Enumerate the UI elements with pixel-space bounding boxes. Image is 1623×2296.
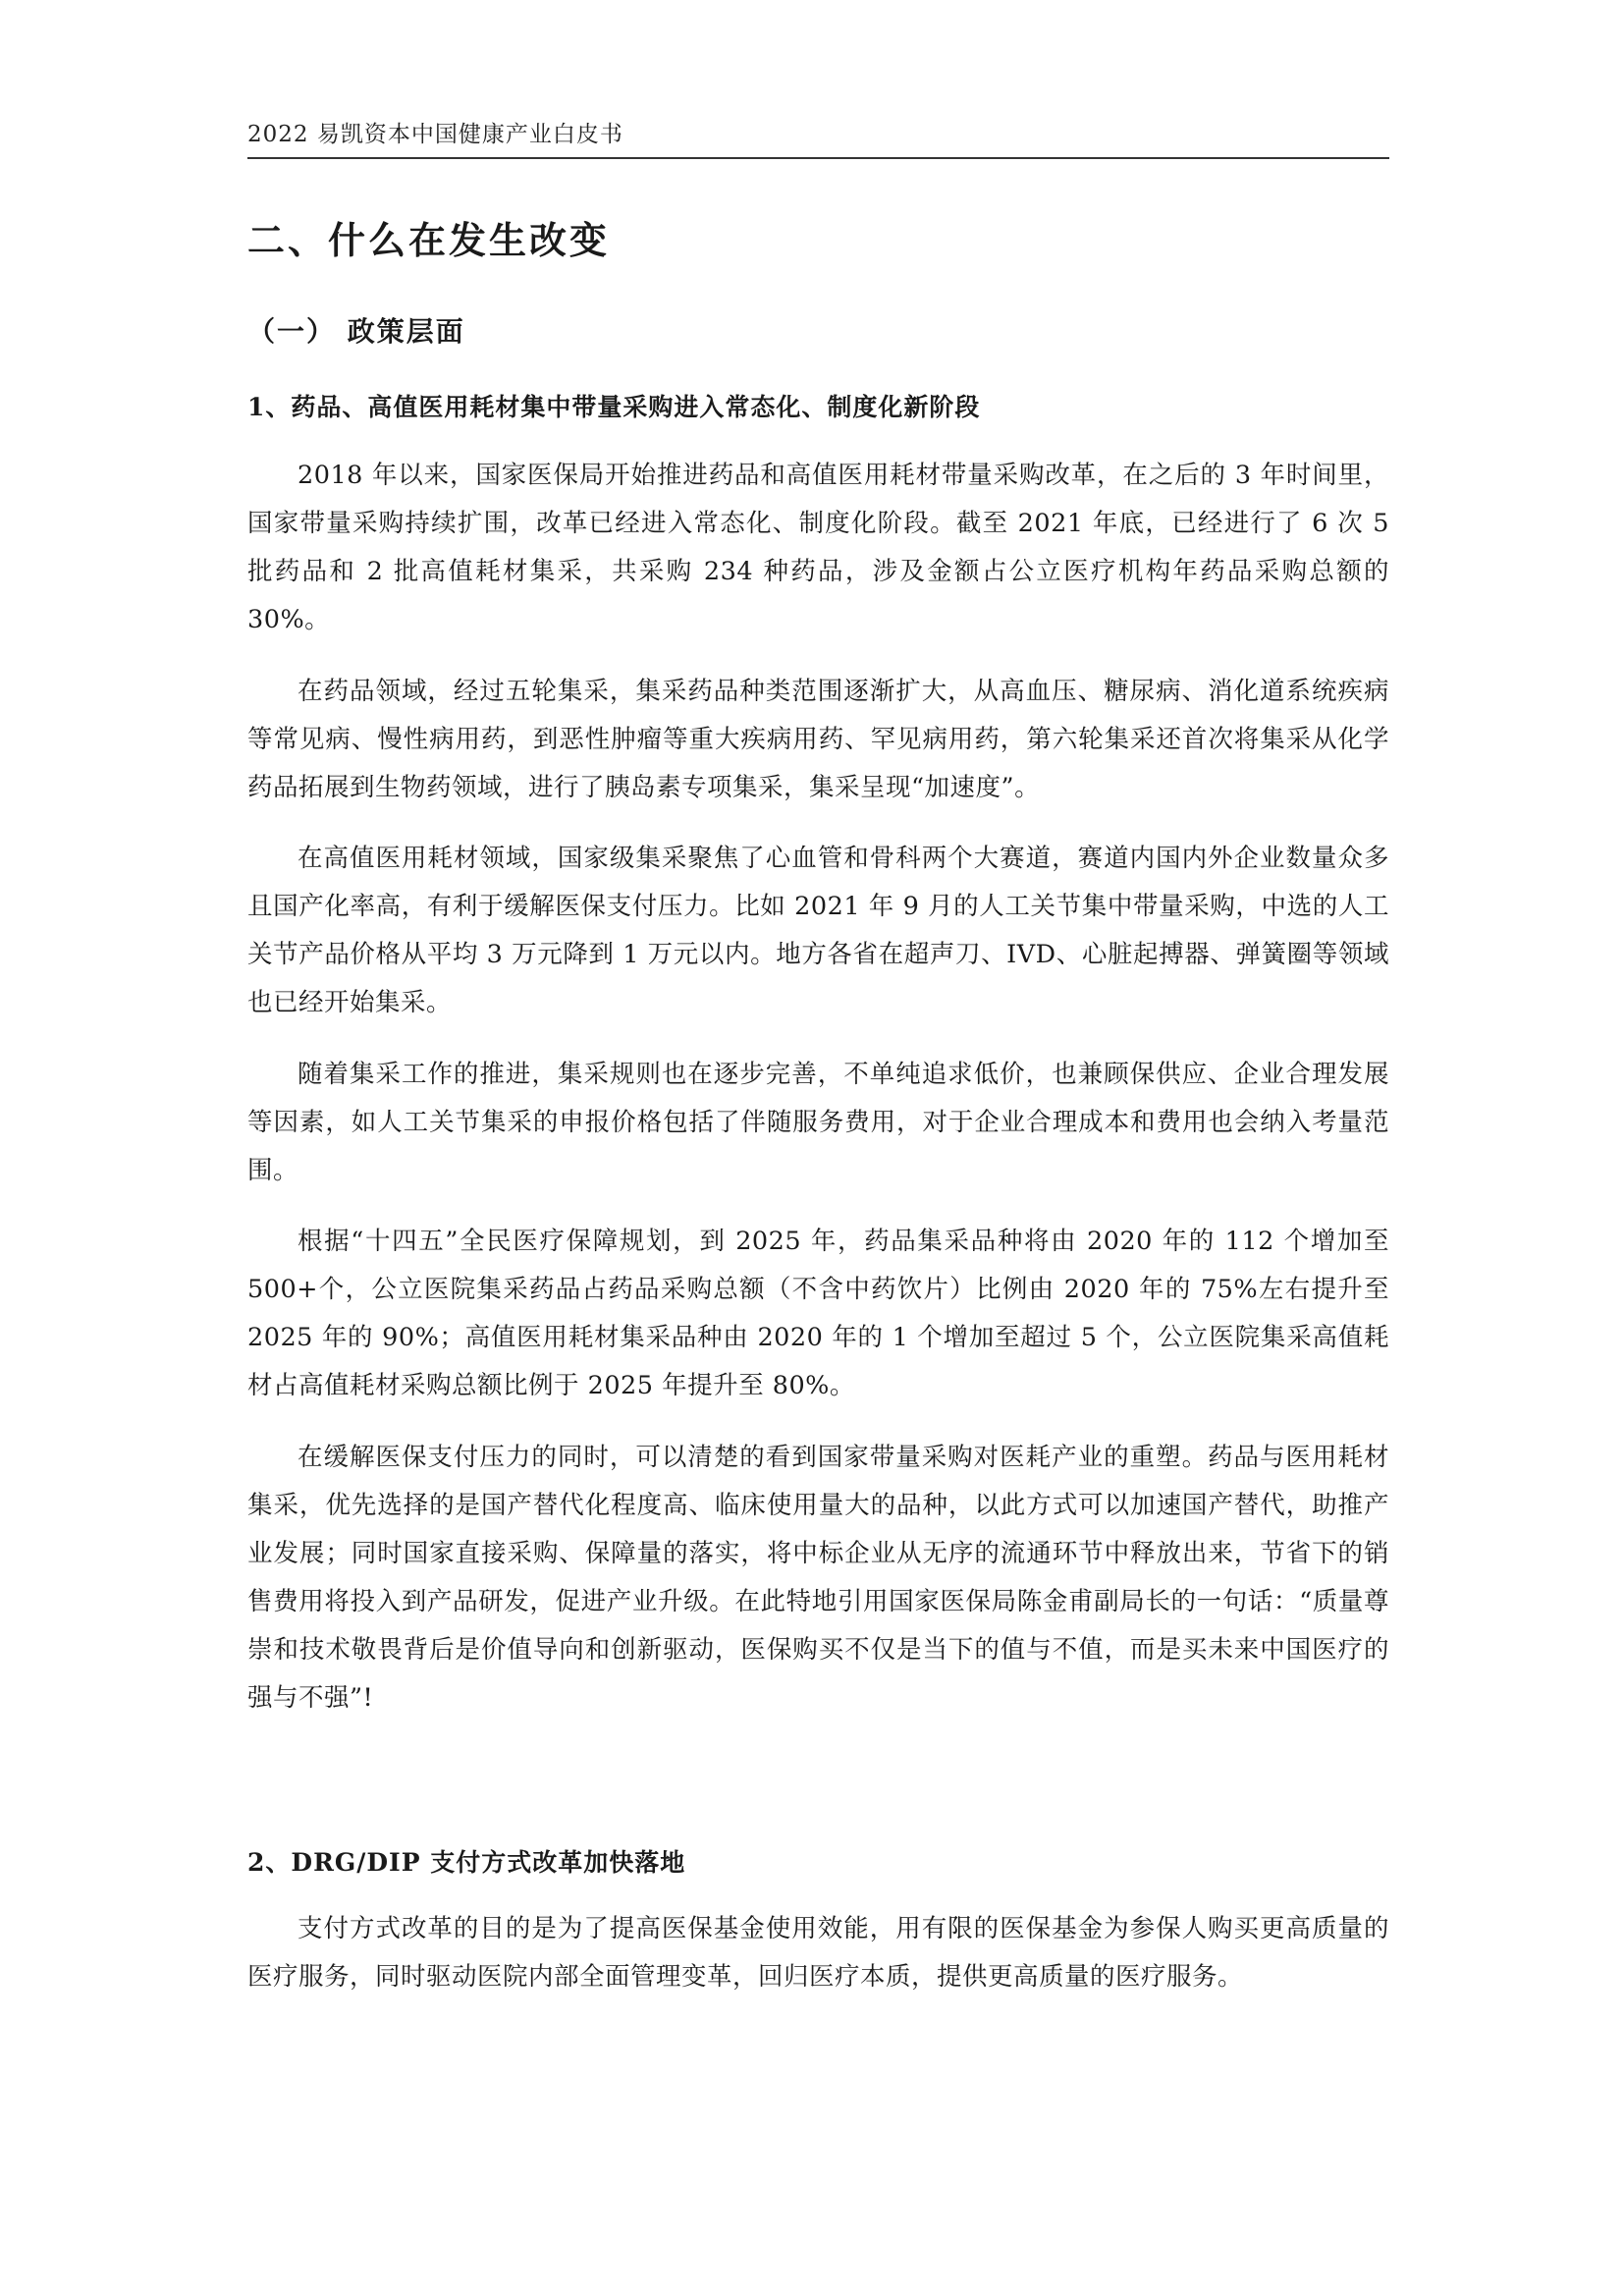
subsection-title: （一） 政策层面 bbox=[247, 315, 465, 348]
section-title: 二、什么在发生改变 bbox=[247, 218, 611, 262]
topic1-paragraph-5: 根据“十四五”全民医疗保障规划，到 2025 年，药品集采品种将由 2020 年的 112 个增加至 500+个，公立医院集采药品占药品采购总额（不含中药饮片）比例由 2020 年的 75%左右提升至 2025 年的 90%；高值医用耗材集采品种由 2020 年的 1 个增加至超过 5 个，公立医院集采高值耗材占高值耗材采购总额比例于 2025 年提升至 80%。 bbox=[247, 1227, 1389, 1400]
topic2-paragraph-1: 支付方式改革的目的是为了提高医保基金使用效能，用有限的医保基金为参保人购买更高质量的医疗服务，同时驱动医院内部全面管理变革，回归医疗本质，提供更高质量的医疗服务。 bbox=[247, 1914, 1389, 1992]
topic1-paragraph-1: 2018 年以来，国家医保局开始推进药品和高值医用耗材带量采购改革，在之后的 3 年时间里，国家带量采购持续扩围，改革已经进入常态化、制度化阶段。截至 2021 年底，已经进行了 6 次 5 批药品和 2 批高值耗材集采，共采购 234 种药品，涉及金额占公立医疗机构年药品采购总额的 30%。 bbox=[247, 461, 1389, 634]
topic1-paragraph-3: 在高值医用耗材领域，国家级集采聚焦了心血管和骨科两个大赛道，赛道内国内外企业数量众多且国产化率高，有利于缓解医保支付压力。比如 2021 年 9 月的人工关节集中带量采购，中选的人工关节产品价格从平均 3 万元降到 1 万元以内。地方各省在超声刀、IVD、心脏起搏器、弹簧圈等领域也已经开始集采。 bbox=[247, 844, 1389, 1017]
header-divider bbox=[247, 157, 1389, 159]
running-header: 2022 易凯资本中国健康产业白皮书 bbox=[247, 122, 623, 147]
topic2-title: 2、DRG/DIP 支付方式改革加快落地 bbox=[247, 1848, 686, 1877]
topic1-paragraph-4: 随着集采工作的推进，集采规则也在逐步完善，不单纯追求低价，也兼顾保供应、企业合理发展等因素，如人工关节集采的申报价格包括了伴随服务费用，对于企业合理成本和费用也会纳入考量范围。 bbox=[247, 1060, 1389, 1185]
topic1-title: 1、药品、高值医用耗材集中带量采购进入常态化、制度化新阶段 bbox=[247, 393, 981, 421]
topic1-paragraph-2: 在药品领域，经过五轮集采，集采药品种类范围逐渐扩大，从高血压、糖尿病、消化道系统疾病等常见病、慢性病用药，到恶性肿瘤等重大疾病用药、罕见病用药，第六轮集采还首次将集采从化学药品拓展到生物药领域，进行了胰岛素专项集采，集采呈现“加速度”。 bbox=[247, 677, 1389, 802]
topic1-paragraph-6: 在缓解医保支付压力的同时，可以清楚的看到国家带量采购对医耗产业的重塑。药品与医用耗材集采，优先选择的是国产替代化程度高、临床使用量大的品种，以此方式可以加速国产替代，助推产业发展；同时国家直接采购、保障量的落实，将中标企业从无序的流通环节中释放出来，节省下的销售费用将投入到产品研发，促进产业升级。在此特地引用国家医保局陈金甫副局长的一句话：“质量尊崇和技术敬畏背后是价值导向和创新驱动，医保购买不仅是当下的值与不值，而是买未来中国医疗的强与不强”! bbox=[247, 1443, 1389, 1713]
